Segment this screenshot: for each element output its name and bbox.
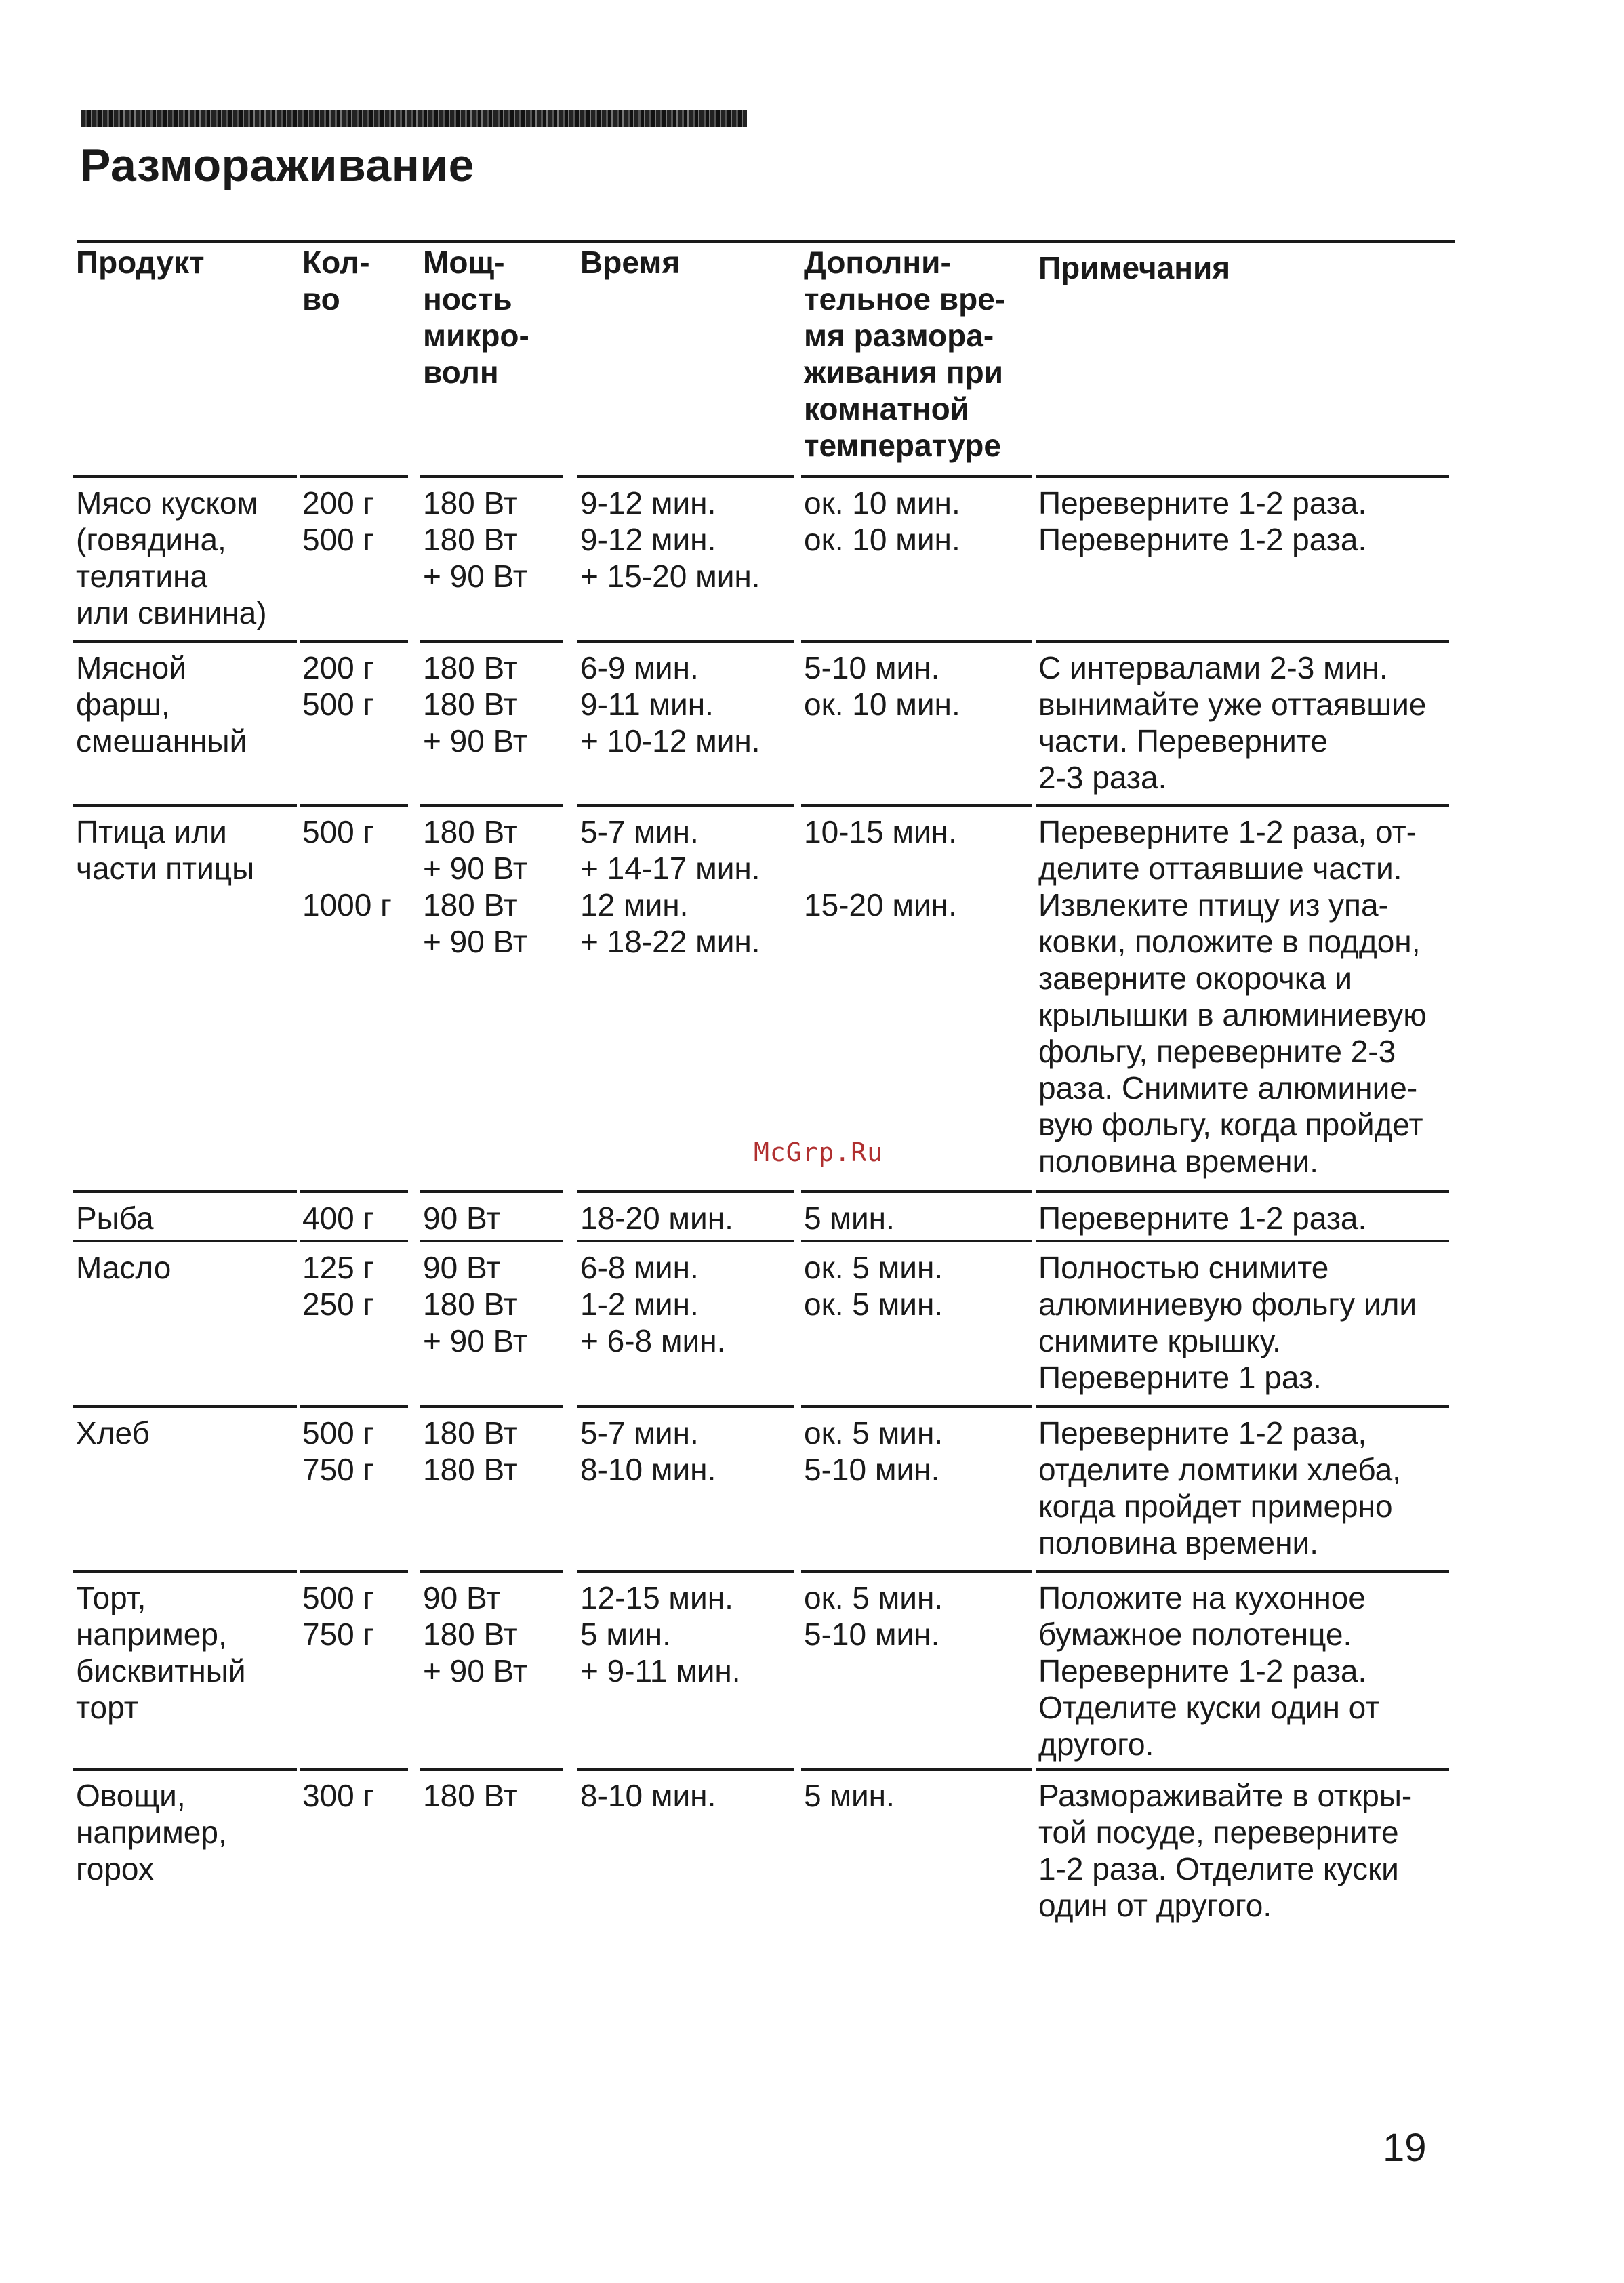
cell-extra: ок. 5 мин. 5-10 мин. bbox=[804, 1415, 943, 1487]
cell-product: Овощи, например, горох bbox=[76, 1778, 227, 1886]
cell-extra: ок. 5 мин. 5-10 мин. bbox=[804, 1580, 943, 1652]
cell-product: Рыба bbox=[76, 1200, 154, 1236]
cell-power: 90 Вт 180 Вт + 90 Вт bbox=[423, 1580, 527, 1689]
row-divider bbox=[577, 1240, 794, 1242]
cell-product: Мясной фарш, смешанный bbox=[76, 650, 247, 759]
cell-time: 5-7 мин. 8-10 мин. bbox=[580, 1415, 716, 1487]
cell-power: 90 Вт 180 Вт + 90 Вт bbox=[423, 1250, 527, 1358]
cell-time: 6-8 мин. 1-2 мин. + 6-8 мин. bbox=[580, 1250, 726, 1358]
cell-time: 8-10 мин. bbox=[580, 1778, 716, 1813]
cell-power: 180 Вт 180 Вт bbox=[423, 1415, 518, 1487]
column-header-time: Время bbox=[580, 245, 681, 280]
row-divider bbox=[73, 640, 297, 643]
cell-extra: 5-10 мин. ок. 10 мин. bbox=[804, 650, 960, 722]
cell-qty: 200 г 500 г bbox=[302, 485, 375, 557]
cell-notes: С интервалами 2-3 мин. вынимайте уже оттаявшие части. Переверните 2-3 раза. bbox=[1038, 650, 1427, 795]
row-divider bbox=[420, 1570, 563, 1573]
cell-notes: Переверните 1-2 раза, отделите ломтики хлеба, когда пройдет примерно половина времени. bbox=[1038, 1415, 1401, 1560]
row-divider bbox=[73, 1190, 297, 1193]
cell-notes: Переверните 1-2 раза, от- делите оттаявшие части. Извлеките птицу из упа- ковки, положите в поддон, заверните окорочка и крылышки в алюминиевую фольгу, переверните 2-3 раза. Снимите алюминие- вую фольгу, когда пройдет половина времени. bbox=[1038, 814, 1427, 1179]
cell-qty: 400 г bbox=[302, 1200, 375, 1236]
cell-notes: Переверните 1-2 раза. bbox=[1038, 1200, 1367, 1236]
cell-power: 90 Вт bbox=[423, 1200, 501, 1236]
row-divider bbox=[1036, 1405, 1449, 1408]
cell-power: 180 Вт bbox=[423, 1778, 518, 1813]
table-top-rule bbox=[77, 240, 1455, 243]
cell-notes: Полностью снимите алюминиевую фольгу или снимите крышку. Переверните 1 раз. bbox=[1038, 1250, 1417, 1395]
row-divider bbox=[300, 1190, 408, 1193]
row-divider bbox=[300, 1405, 408, 1408]
row-divider bbox=[801, 1190, 1032, 1193]
row-divider bbox=[801, 1768, 1032, 1771]
row-divider bbox=[420, 640, 563, 643]
cell-qty: 500 г 750 г bbox=[302, 1415, 375, 1487]
row-divider bbox=[73, 1405, 297, 1408]
row-divider bbox=[420, 1190, 563, 1193]
cell-extra: 5 мин. bbox=[804, 1200, 895, 1236]
page-number: 19 bbox=[1383, 2126, 1427, 2170]
cell-time: 9-12 мин. 9-12 мин. + 15-20 мин. bbox=[580, 485, 760, 594]
cell-qty: 500 г 750 г bbox=[302, 1580, 375, 1652]
cell-power: 180 Вт 180 Вт + 90 Вт bbox=[423, 485, 527, 594]
cell-extra: 10-15 мин. 15-20 мин. bbox=[804, 814, 957, 923]
decorative-top-bar bbox=[81, 110, 747, 127]
cell-product: Масло bbox=[76, 1250, 171, 1285]
row-divider bbox=[1036, 804, 1449, 807]
cell-qty: 125 г 250 г bbox=[302, 1250, 375, 1322]
cell-product: Хлеб bbox=[76, 1415, 150, 1451]
cell-product: Торт, например, бисквитный торт bbox=[76, 1580, 246, 1725]
row-divider bbox=[801, 475, 1032, 478]
row-divider bbox=[1036, 1570, 1449, 1573]
row-divider bbox=[801, 640, 1032, 643]
row-divider bbox=[73, 1570, 297, 1573]
row-divider bbox=[420, 804, 563, 807]
row-divider bbox=[577, 1570, 794, 1573]
row-divider bbox=[577, 1190, 794, 1193]
cell-extra: ок. 10 мин. ок. 10 мин. bbox=[804, 485, 960, 557]
row-divider bbox=[300, 475, 408, 478]
cell-time: 5-7 мин. + 14-17 мин. 12 мин. + 18-22 мин. bbox=[580, 814, 760, 959]
cell-qty: 500 г 1000 г bbox=[302, 814, 392, 923]
row-divider bbox=[300, 1768, 408, 1771]
cell-extra: 5 мин. bbox=[804, 1778, 895, 1813]
cell-product: Мясо куском (говядина, телятина или свинина) bbox=[76, 485, 267, 630]
row-divider bbox=[300, 1570, 408, 1573]
page-title: Размораживание bbox=[80, 140, 474, 191]
row-divider bbox=[1036, 1768, 1449, 1771]
row-divider bbox=[577, 475, 794, 478]
row-divider bbox=[300, 1240, 408, 1242]
row-divider bbox=[577, 1768, 794, 1771]
cell-notes: Положите на кухонное бумажное полотенце. Переверните 1-2 раза. Отделите куски один от другого. bbox=[1038, 1580, 1380, 1762]
row-divider bbox=[801, 1240, 1032, 1242]
row-divider bbox=[420, 1240, 563, 1242]
column-header-extra: Дополни- тельное вре- мя размора- живания при комнатной температуре bbox=[804, 245, 1006, 463]
cell-extra: ок. 5 мин. ок. 5 мин. bbox=[804, 1250, 943, 1322]
cell-notes: Переверните 1-2 раза. Переверните 1-2 раза. bbox=[1038, 485, 1367, 557]
cell-time: 12-15 мин. 5 мин. + 9-11 мин. bbox=[580, 1580, 741, 1689]
row-divider bbox=[300, 640, 408, 643]
row-divider bbox=[420, 475, 563, 478]
column-header-product: Продукт bbox=[76, 245, 205, 280]
row-divider bbox=[420, 1405, 563, 1408]
column-header-notes: Примечания bbox=[1038, 250, 1231, 285]
cell-time: 18-20 мин. bbox=[580, 1200, 733, 1236]
row-divider bbox=[1036, 640, 1449, 643]
column-header-qty: Кол- во bbox=[302, 245, 370, 317]
row-divider bbox=[1036, 475, 1449, 478]
row-divider bbox=[1036, 1240, 1449, 1242]
cell-qty: 300 г bbox=[302, 1778, 375, 1813]
row-divider bbox=[801, 1570, 1032, 1573]
row-divider bbox=[420, 1768, 563, 1771]
cell-product: Птица или части птицы bbox=[76, 814, 255, 886]
cell-time: 6-9 мин. 9-11 мин. + 10-12 мин. bbox=[580, 650, 760, 759]
row-divider bbox=[73, 804, 297, 807]
row-divider bbox=[577, 1405, 794, 1408]
row-divider bbox=[801, 804, 1032, 807]
row-divider bbox=[73, 475, 297, 478]
row-divider bbox=[73, 1240, 297, 1242]
watermark: McGrp.Ru bbox=[754, 1137, 884, 1167]
row-divider bbox=[1036, 1190, 1449, 1193]
cell-qty: 200 г 500 г bbox=[302, 650, 375, 722]
cell-power: 180 Вт + 90 Вт 180 Вт + 90 Вт bbox=[423, 814, 527, 959]
row-divider bbox=[577, 640, 794, 643]
row-divider bbox=[300, 804, 408, 807]
row-divider bbox=[73, 1768, 297, 1771]
cell-notes: Размораживайте в откры- той посуде, переверните 1-2 раза. Отделите куски один от другого. bbox=[1038, 1778, 1413, 1923]
column-header-power: Мощ- ность микро- волн bbox=[423, 245, 529, 390]
cell-power: 180 Вт 180 Вт + 90 Вт bbox=[423, 650, 527, 759]
row-divider bbox=[577, 804, 794, 807]
row-divider bbox=[801, 1405, 1032, 1408]
